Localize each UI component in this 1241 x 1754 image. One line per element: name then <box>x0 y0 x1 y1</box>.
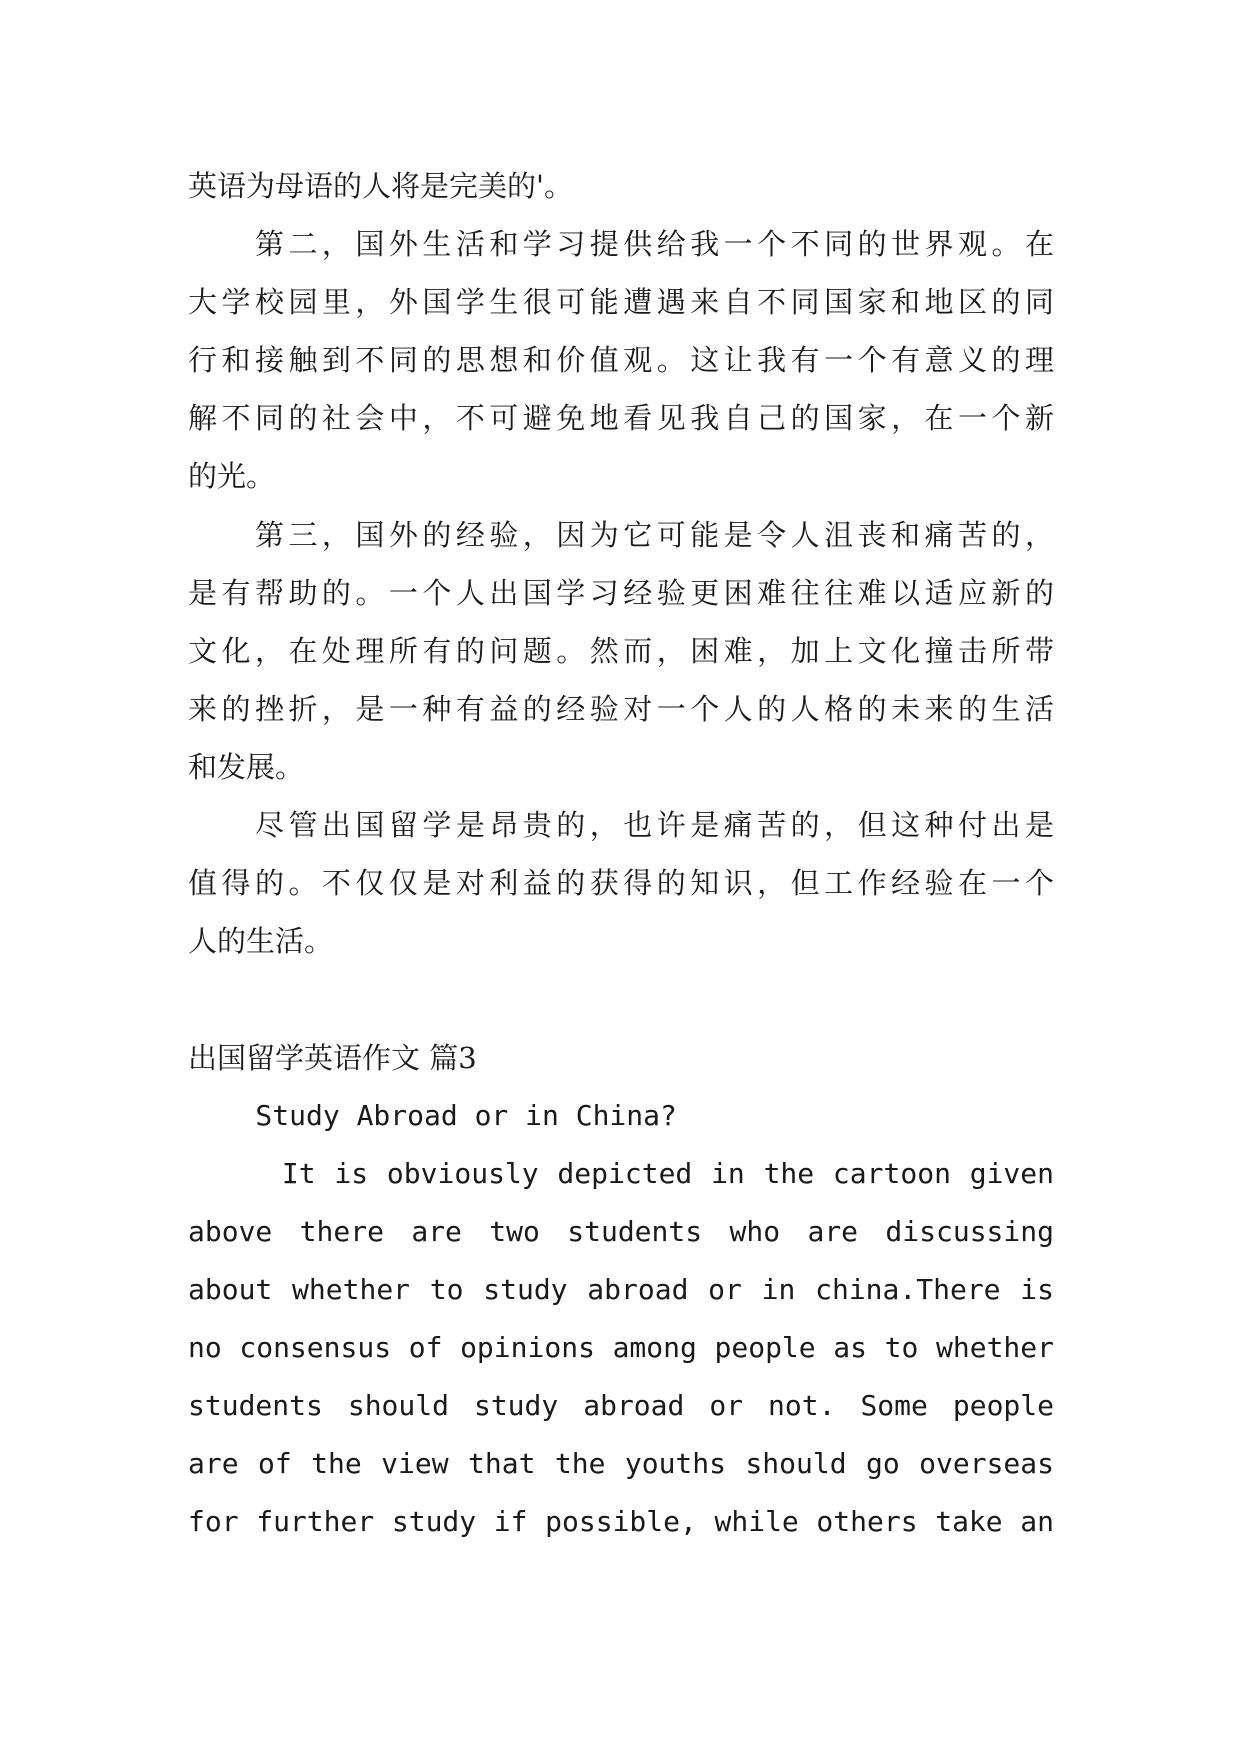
text-line: 来的挫折，是一种有益的经验对一个人的人格的未来的生活 <box>188 692 1054 726</box>
text-line: 解不同的社会中，不可避免地看见我自己的国家，在一个新 <box>188 401 1054 435</box>
text-line: students should study abroad or not. Some people <box>188 1389 1054 1422</box>
english-paragraph <box>188 1145 1054 1551</box>
text-line: 第三，国外的经验，因为它可能是令人沮丧和痛苦的， <box>188 518 1054 552</box>
text-line: 文化，在处理所有的问题。然而，困难，加上文化撞击所带 <box>188 634 1054 668</box>
text-line: 英语为母语的人将是完美的'。 <box>188 169 573 203</box>
paragraph-third <box>188 506 1054 796</box>
text-line: 值得的。不仅仅是对利益的获得的知识，但工作经验在一个 <box>188 866 1054 900</box>
text-line: 和发展。 <box>188 750 305 784</box>
text-line: about whether to study abroad or in china.There is <box>188 1273 1054 1306</box>
text-line: no consensus of opinions among people as to whether <box>188 1331 1054 1364</box>
text-line: above there are two students who are discussing <box>188 1215 1054 1248</box>
text-line: 是有帮助的。一个人出国学习经验更困难往往难以适应新的 <box>188 576 1054 610</box>
text-line: 行和接触到不同的思想和价值观。这让我有一个有意义的理 <box>188 343 1054 377</box>
text-line: It is obviously depicted in the cartoon given <box>188 1157 1054 1190</box>
text-line: are of the view that the youths should go overseas <box>188 1447 1054 1480</box>
section-heading <box>188 1029 1054 1087</box>
paragraph-second <box>188 215 1054 505</box>
continuation-paragraph <box>188 157 1054 215</box>
english-title-text: Study Abroad or in China? <box>188 1099 677 1132</box>
paragraph-conclusion <box>188 796 1054 970</box>
text-line: 大学校园里，外国学生很可能遭遇来自不同国家和地区的同 <box>188 285 1054 319</box>
section-heading-text: 出国留学英语作文 篇3 <box>188 1041 477 1075</box>
text-line: 的光。 <box>188 459 276 493</box>
text-line: 第二，国外生活和学习提供给我一个不同的世界观。在 <box>188 227 1054 261</box>
text-line: for further study if possible, while others take an <box>188 1505 1054 1538</box>
english-title <box>188 1087 1054 1145</box>
text-line: 人的生活。 <box>188 924 334 958</box>
text-line: 尽管出国留学是昂贵的，也许是痛苦的，但这种付出是 <box>188 808 1054 842</box>
